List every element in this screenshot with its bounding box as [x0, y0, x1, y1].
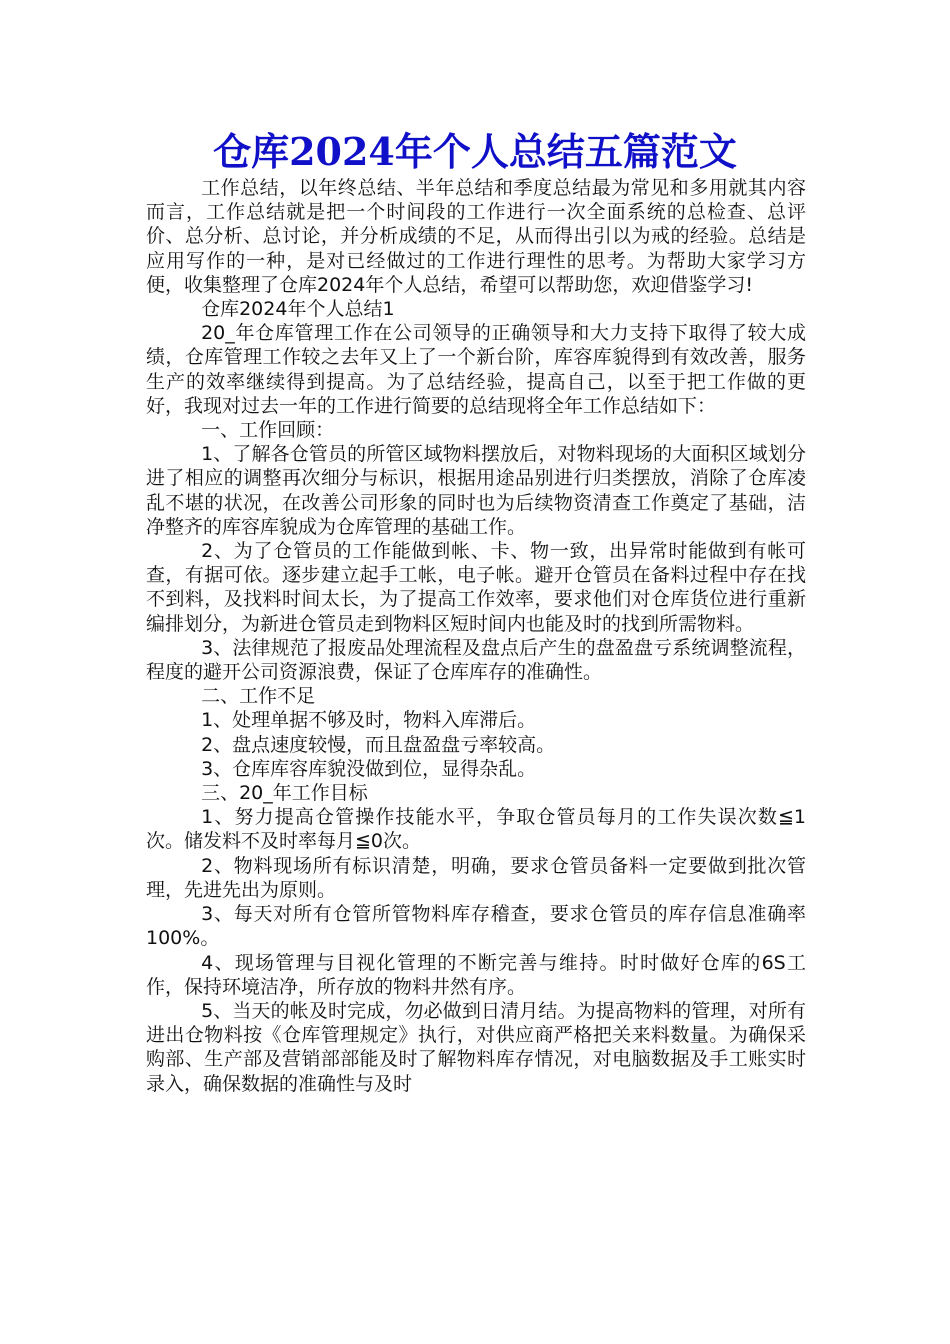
intro-paragraph: 工作总结，以年终总结、半年总结和季度总结最为常见和多用就其内容而言，工作总结就是把一个时间段的工作进行一次全面系统的总检查、总评价、总分析、总讨论，并分析成绩的不足，从而得出引以为戒的经验。总结是应用写作的一种，是对已经做过的工作进行理性的思考。为帮助大家学习方便，收集整理了仓库2024年个人总结，希望可以帮助您，欢迎借鉴学习! [146, 177, 806, 296]
review-item-2: 2、为了仓管员的工作能做到帐、卡、物一致，出异常时能做到有帐可查，有据可依。逐步建立起手工帐，电子帐。避开仓管员在备料过程中存在找不到料，及找料时间太长，为了提高工作效率，要求他们对仓库货位进行重新编排划分，为新进仓管员走到物料区短时间内也能及时的找到所需物料。 [146, 540, 806, 635]
document-title: 仓库2024年个人总结五篇范文 [213, 129, 737, 174]
goal-item-3: 3、每天对所有仓管所管物料库存稽查，要求仓管员的库存信息准确率100%。 [146, 903, 806, 950]
section-heading-summary-1: 仓库2024年个人总结1 [201, 298, 395, 321]
section-heading-shortcomings: 二、工作不足 [201, 685, 316, 708]
summary-1-paragraph: 20_年仓库管理工作在公司领导的正确领导和大力支持下取得了较大成绩，仓库管理工作较之去年又上了一个新台阶，库容库貌得到有效改善，服务生产的效率继续得到提高。为了总结经验，提高自己，以至于把工作做的更好，我现对过去一年的工作进行简要的总结现将全年工作总结如下： [146, 322, 806, 417]
review-item-3: 3、法律规范了报废品处理流程及盘点后产生的盘盈盘亏系统调整流程，程度的避开公司资源浪费，保证了仓库库存的准确性。 [146, 636, 806, 684]
review-item-1: 1、了解各仓管员的所管区域物料摆放后，对物料现场的大面积区域划分进了相应的调整再次细分与标识，根据用途品别进行归类摆放，消除了仓库凌乱不堪的状况，在改善公司形象的同时也为后续物资清查工作奠定了基础，洁净整齐的库容库貌成为仓库管理的基础工作。 [146, 443, 806, 538]
goal-item-4: 4、现场管理与目视化管理的不断完善与维持。时时做好仓库的6S工作，保持环境洁净，所存放的物料井然有序。 [146, 951, 806, 998]
goal-item-5: 5、当天的帐及时完成，勿必做到日清月结。为提高物料的管理，对所有进出仓物料按《仓库管理规定》执行，对供应商严格把关来料数量。为确保采购部、生产部及营销部部能及时了解物料库存情况，对电脑数据及手工账实时录入，确保数据的准确性与及时 [146, 999, 806, 1095]
section-heading-goals: 三、20_年工作目标 [201, 782, 368, 805]
section-heading-review: 一、工作回顾： [201, 419, 335, 442]
shortcoming-item-3: 3、仓库库容库貌没做到位，显得杂乱。 [201, 757, 537, 780]
document-body [146, 176, 806, 1096]
goal-item-2: 2、物料现场所有标识清楚，明确，要求仓管员备料一定要做到批次管理，先进先出为原则。 [146, 854, 806, 901]
shortcoming-item-1: 1、处理单据不够及时，物料入库滞后。 [201, 709, 537, 732]
goal-item-1: 1、努力提高仓管操作技能水平，争取仓管员每月的工作失误次数≦1次。储发料不及时率每月≦0次。 [146, 806, 806, 853]
shortcoming-item-2: 2、盘点速度较慢，而且盘盈盘亏率较高。 [201, 733, 556, 756]
